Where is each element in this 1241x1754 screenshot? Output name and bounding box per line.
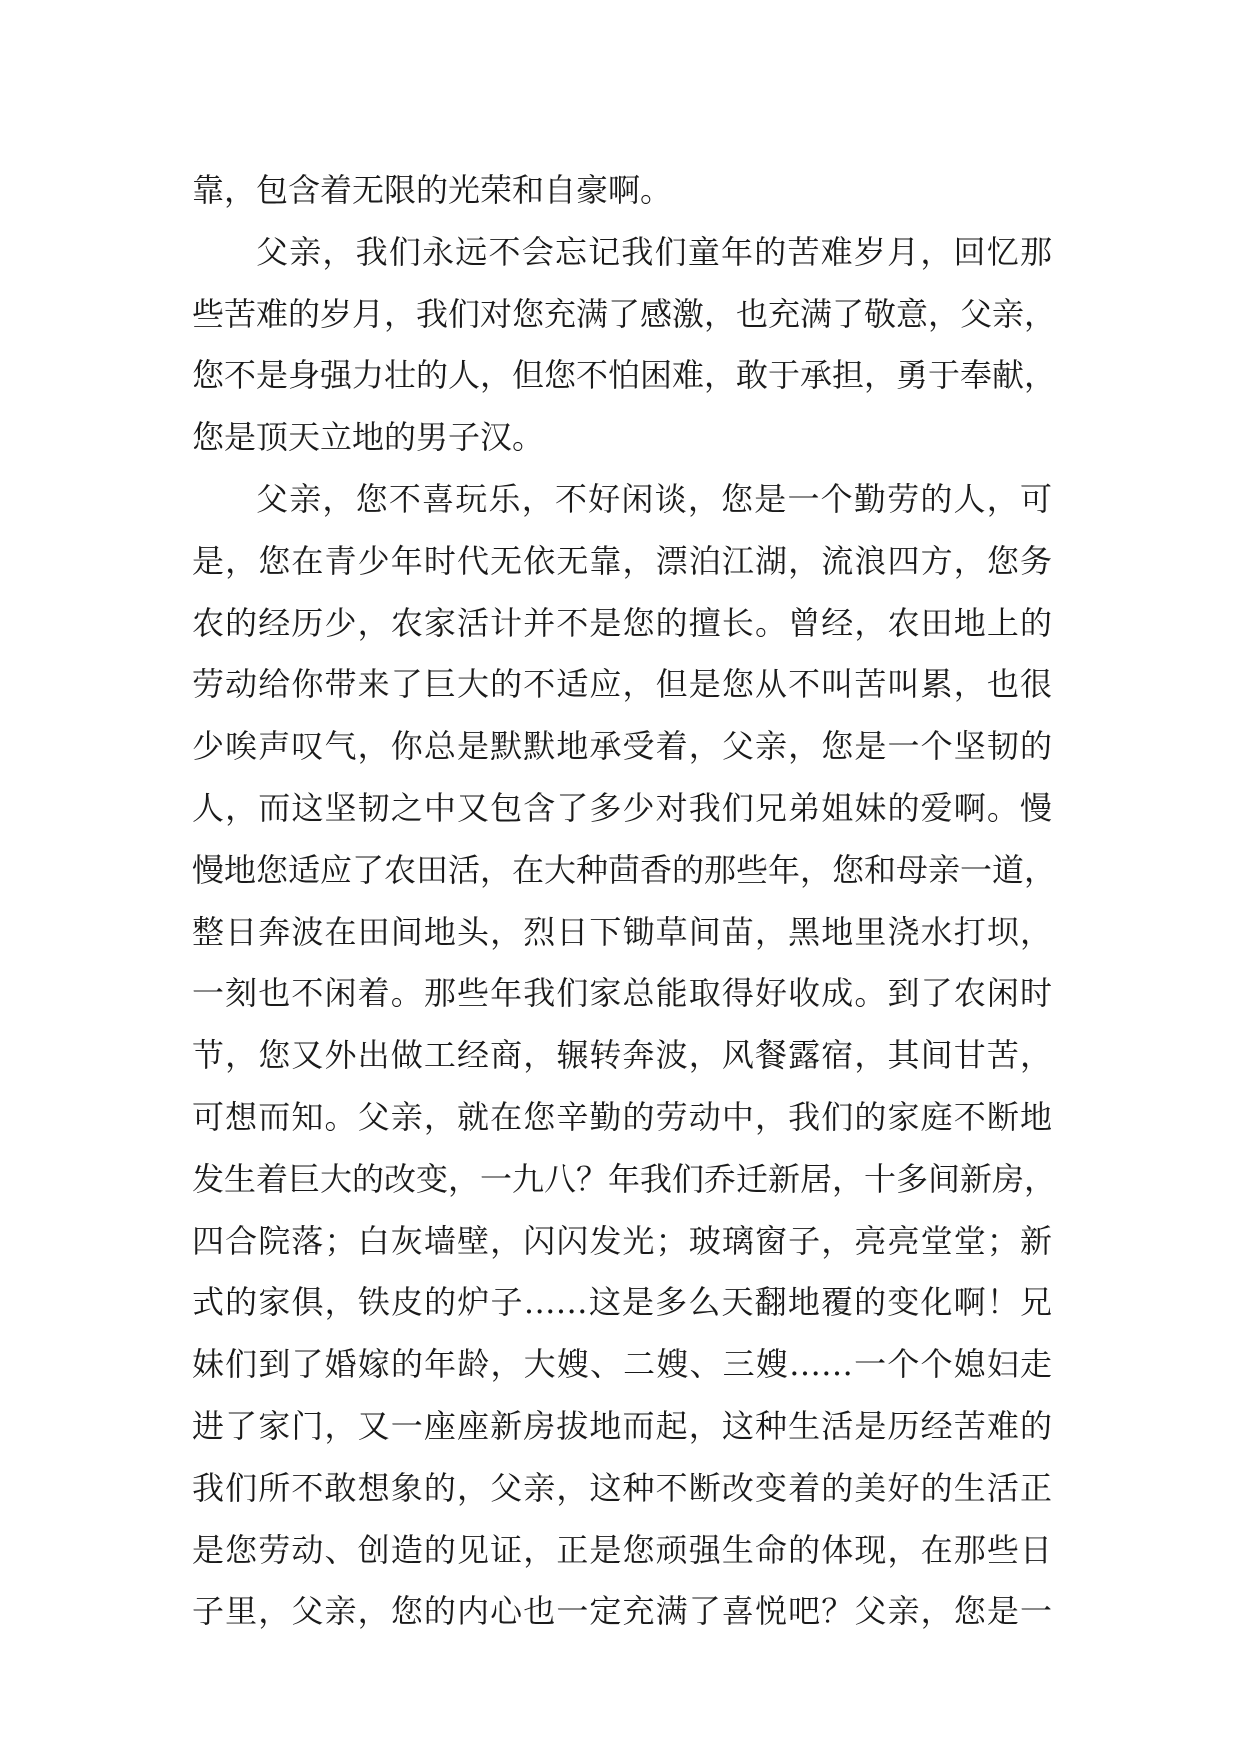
text-line: 劳动给你带来了巨大的不适应，但是您从不叫苦叫累，也很	[192, 665, 1052, 704]
text-line: 是您劳动、创造的见证，正是您顽强生命的体现，在那些日	[192, 1530, 1052, 1569]
text-line: 节，您又外出做工经商，辗转奔波，风餐露宿，其间甘苦，	[192, 1036, 1052, 1075]
text-line: 妹们到了婚嫁的年龄，大嫂、二嫂、三嫂……一个个媳妇走	[192, 1345, 1052, 1384]
text-line: 四合院落；白灰墙壁，闪闪发光；玻璃窗子，亮亮堂堂；新	[192, 1221, 1052, 1260]
paragraph-first-line: 父亲，我们永远不会忘记我们童年的苦难岁月，回忆那	[256, 232, 1052, 271]
text-line: 些苦难的岁月，我们对您充满了感激，也充满了敬意，父亲，	[192, 294, 1057, 333]
text-line: 发生着巨大的改变，一九八？年我们乔迁新居，十多间新房，	[192, 1159, 1057, 1198]
text-line: 您不是身强力壮的人，但您不怕困难，敢于承担，勇于奉献，	[192, 356, 1057, 395]
text-line: 我们所不敢想象的，父亲，这种不断改变着的美好的生活正	[192, 1468, 1052, 1507]
text-line: 少唉声叹气，你总是默默地承受着，父亲，您是一个坚韧的	[192, 727, 1052, 766]
text-line: 一刻也不闲着。那些年我们家总能取得好收成。到了农闲时	[192, 974, 1052, 1013]
text-line: 农的经历少，农家活计并不是您的擅长。曾经，农田地上的	[192, 603, 1052, 642]
text-line: 进了家门，又一座座新房拔地而起，这种生活是历经苦难的	[192, 1406, 1052, 1445]
text-line: 整日奔波在田间地头，烈日下锄草间苗，黑地里浇水打坝，	[192, 912, 1052, 951]
text-line: 可想而知。父亲，就在您辛勤的劳动中，我们的家庭不断地	[192, 1097, 1052, 1136]
text-line: 子里，父亲，您的内心也一定充满了喜悦吧？父亲，您是一	[192, 1592, 1052, 1631]
text-line: 是，您在青少年时代无依无靠，漂泊江湖，流浪四方，您务	[192, 541, 1052, 580]
text-line: 您是顶天立地的男子汉。	[192, 418, 545, 457]
paragraph-first-line: 父亲，您不喜玩乐，不好闲谈，您是一个勤劳的人，可	[256, 479, 1052, 518]
text-line: 式的家俱，铁皮的炉子……这是多么天翻地覆的变化啊！兄	[192, 1283, 1052, 1322]
text-line: 人，而这坚韧之中又包含了多少对我们兄弟姐妹的爱啊。慢	[192, 788, 1052, 827]
text-line: 慢地您适应了农田活，在大种茴香的那些年，您和母亲一道，	[192, 850, 1057, 889]
text-line: 靠，包含着无限的光荣和自豪啊。	[192, 171, 673, 209]
body-text	[192, 160, 1057, 1643]
